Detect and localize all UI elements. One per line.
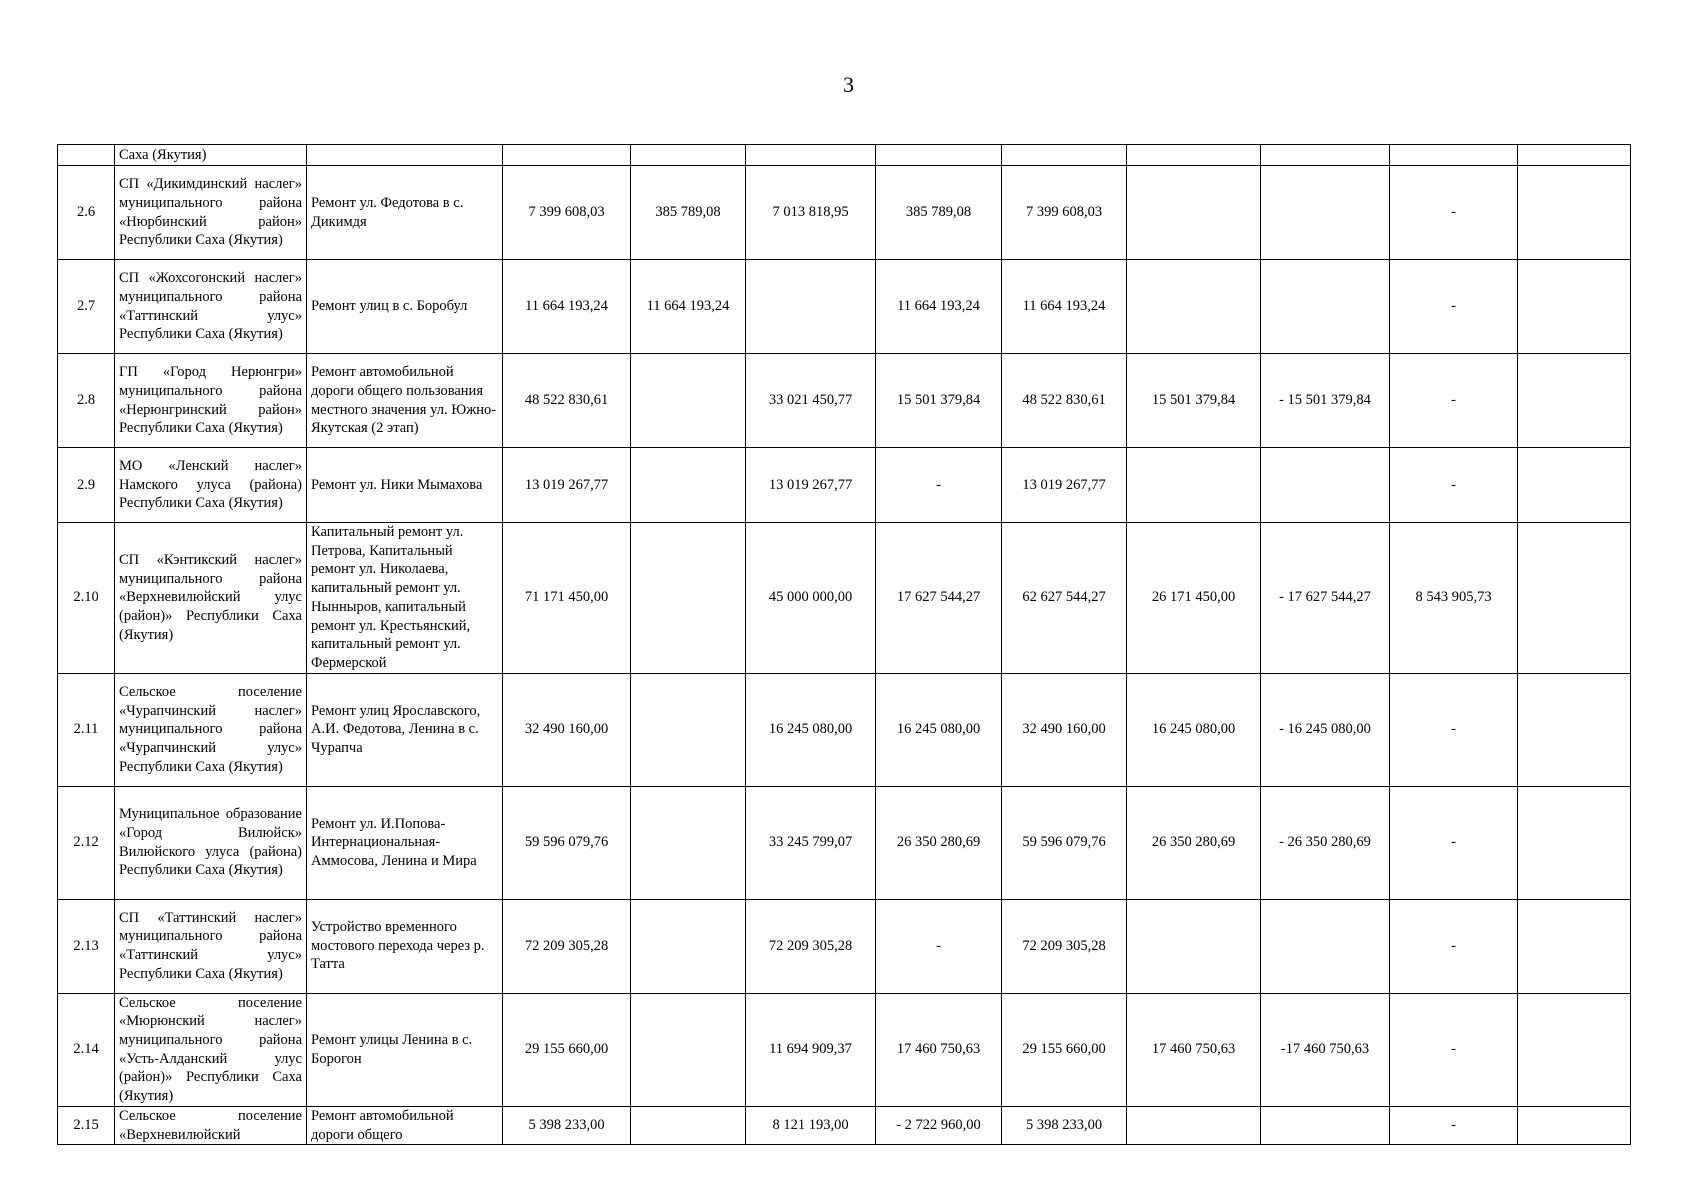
value-cell	[1518, 145, 1631, 166]
table-row	[58, 993, 1631, 1106]
value-cell: 13 019 267,77	[1002, 448, 1127, 523]
value-cell: - 15 501 379,84	[1261, 354, 1390, 448]
value-cell	[746, 260, 876, 354]
value-cell: 8 121 193,00	[746, 1106, 876, 1144]
value-cell: 15 501 379,84	[1127, 354, 1261, 448]
value-cell: 48 522 830,61	[1002, 354, 1127, 448]
value-cell: 7 399 608,03	[503, 166, 631, 260]
row-number-cell: 2.15	[58, 1106, 115, 1144]
works-cell: Ремонт ул. Федотова в с. Дикимдя	[307, 166, 503, 260]
page-number: 3	[843, 72, 854, 97]
value-cell	[1261, 448, 1390, 523]
row-number-cell: 2.8	[58, 354, 115, 448]
value-cell	[1261, 1106, 1390, 1144]
value-cell: -	[876, 448, 1002, 523]
table-row	[58, 166, 1631, 260]
value-cell: -	[1390, 673, 1518, 786]
row-number-cell: 2.6	[58, 166, 115, 260]
municipality-cell: СП «Дикимдинский наслег» муниципального района «Нюрбинский район» Республики Саха (Якутия)	[115, 166, 307, 260]
value-cell: 29 155 660,00	[503, 993, 631, 1106]
row-number-cell: 2.12	[58, 786, 115, 899]
works-cell: Ремонт улиц в с. Боробул	[307, 260, 503, 354]
table-row-continuation	[58, 145, 1631, 166]
value-cell: -17 460 750,63	[1261, 993, 1390, 1106]
value-cell: 385 789,08	[631, 166, 746, 260]
value-cell	[1261, 166, 1390, 260]
value-cell	[1127, 166, 1261, 260]
value-cell: 32 490 160,00	[1002, 673, 1127, 786]
value-cell: 32 490 160,00	[503, 673, 631, 786]
value-cell: 26 350 280,69	[876, 786, 1002, 899]
value-cell	[746, 145, 876, 166]
value-cell	[631, 523, 746, 674]
value-cell	[1518, 523, 1631, 674]
value-cell	[1518, 260, 1631, 354]
value-cell: 72 209 305,28	[503, 899, 631, 993]
value-cell	[1127, 145, 1261, 166]
value-cell	[1261, 899, 1390, 993]
value-cell: 26 171 450,00	[1127, 523, 1261, 674]
value-cell	[631, 673, 746, 786]
value-cell: 45 000 000,00	[746, 523, 876, 674]
value-cell: 16 245 080,00	[876, 673, 1002, 786]
value-cell: 26 350 280,69	[1127, 786, 1261, 899]
value-cell: 16 245 080,00	[1127, 673, 1261, 786]
budget-table	[57, 144, 1631, 1145]
value-cell	[631, 354, 746, 448]
value-cell	[631, 993, 746, 1106]
value-cell: 62 627 544,27	[1002, 523, 1127, 674]
value-cell	[1261, 145, 1390, 166]
value-cell	[1002, 145, 1127, 166]
value-cell	[1127, 260, 1261, 354]
value-cell: -	[876, 899, 1002, 993]
value-cell: 33 021 450,77	[746, 354, 876, 448]
value-cell: 11 694 909,37	[746, 993, 876, 1106]
row-number-cell: 2.11	[58, 673, 115, 786]
works-cell: Ремонт улицы Ленина в с. Борогон	[307, 993, 503, 1106]
value-cell	[1261, 260, 1390, 354]
value-cell: 7 013 818,95	[746, 166, 876, 260]
value-cell: 15 501 379,84	[876, 354, 1002, 448]
municipality-cell: Сельское поселение «Верхневилюйский	[115, 1106, 307, 1144]
value-cell	[1127, 899, 1261, 993]
value-cell: 17 460 750,63	[1127, 993, 1261, 1106]
row-number-cell	[58, 145, 115, 166]
value-cell: 11 664 193,24	[631, 260, 746, 354]
value-cell	[631, 786, 746, 899]
value-cell: 17 627 544,27	[876, 523, 1002, 674]
value-cell	[1127, 448, 1261, 523]
value-cell: -	[1390, 354, 1518, 448]
row-number-cell: 2.14	[58, 993, 115, 1106]
value-cell	[1518, 993, 1631, 1106]
value-cell: -	[1390, 166, 1518, 260]
value-cell: 29 155 660,00	[1002, 993, 1127, 1106]
row-number-cell: 2.13	[58, 899, 115, 993]
municipality-cell: Муниципальное образование «Город Вилюйск» Вилюйского улуса (района) Республики Саха (Якутия)	[115, 786, 307, 899]
value-cell	[1127, 1106, 1261, 1144]
value-cell: 59 596 079,76	[1002, 786, 1127, 899]
value-cell	[631, 448, 746, 523]
value-cell: - 26 350 280,69	[1261, 786, 1390, 899]
municipality-cell: МО «Ленский наслег» Намского улуса (района) Республики Саха (Якутия)	[115, 448, 307, 523]
value-cell: -	[1390, 260, 1518, 354]
table-row	[58, 260, 1631, 354]
row-number-cell: 2.9	[58, 448, 115, 523]
table-row	[58, 673, 1631, 786]
value-cell: 13 019 267,77	[746, 448, 876, 523]
value-cell	[1518, 448, 1631, 523]
value-cell	[1390, 145, 1518, 166]
table-row	[58, 899, 1631, 993]
value-cell: - 2 722 960,00	[876, 1106, 1002, 1144]
value-cell: 13 019 267,77	[503, 448, 631, 523]
municipality-cell: ГП «Город Нерюнгри» муниципального района «Нерюнгринский район» Республики Саха (Якутия)	[115, 354, 307, 448]
value-cell: 48 522 830,61	[503, 354, 631, 448]
table-row	[58, 1106, 1631, 1144]
municipality-cell: Сельское поселение «Мюрюнский наслег» муниципального района «Усть-Алданский улус (район)» Республики Саха (Якутия)	[115, 993, 307, 1106]
works-cell: Ремонт автомобильной дороги общего пользования местного значения ул. Южно-Якутская (2 этап)	[307, 354, 503, 448]
value-cell: -	[1390, 899, 1518, 993]
works-cell: Ремонт автомобильной дороги общего	[307, 1106, 503, 1144]
value-cell: 11 664 193,24	[876, 260, 1002, 354]
value-cell	[1518, 673, 1631, 786]
value-cell	[876, 145, 1002, 166]
value-cell: -	[1390, 993, 1518, 1106]
value-cell	[631, 1106, 746, 1144]
municipality-cell: СП «Таттинский наслег» муниципального района «Таттинский улус» Республики Саха (Якутия)	[115, 899, 307, 993]
value-cell: 33 245 799,07	[746, 786, 876, 899]
municipality-cell: СП «Жохсогонский наслег» муниципального района «Таттинский улус» Республики Саха (Якутия)	[115, 260, 307, 354]
works-cell: Ремонт улиц Ярославского, А.И. Федотова, Ленина в с. Чурапча	[307, 673, 503, 786]
value-cell: 11 664 193,24	[503, 260, 631, 354]
municipality-cell: Сельское поселение «Чурапчинский наслег» муниципального района «Чурапчинский улус» Республики Саха (Якутия)	[115, 673, 307, 786]
value-cell: 59 596 079,76	[503, 786, 631, 899]
value-cell	[1518, 166, 1631, 260]
value-cell: - 16 245 080,00	[1261, 673, 1390, 786]
value-cell: 8 543 905,73	[1390, 523, 1518, 674]
table-row	[58, 786, 1631, 899]
value-cell	[631, 145, 746, 166]
value-cell: 16 245 080,00	[746, 673, 876, 786]
value-cell: 5 398 233,00	[503, 1106, 631, 1144]
works-cell: Капитальный ремонт ул. Петрова, Капитальный ремонт ул. Николаева, капитальный ремонт ул. Нынныров, капитальный ремонт ул. Крестьянский, капитальный ремонт ул. Фермерской	[307, 523, 503, 674]
value-cell	[1518, 899, 1631, 993]
municipality-cell: СП «Кэнтикский наслег» муниципального района «Верхневилюйский улус (район)» Республики Саха (Якутия)	[115, 523, 307, 674]
value-cell: -	[1390, 786, 1518, 899]
row-number-cell: 2.7	[58, 260, 115, 354]
works-cell: Устройство временного мостового перехода через р. Татта	[307, 899, 503, 993]
value-cell	[1518, 354, 1631, 448]
value-cell: 72 209 305,28	[746, 899, 876, 993]
value-cell: 72 209 305,28	[1002, 899, 1127, 993]
works-cell	[307, 145, 503, 166]
table-row	[58, 448, 1631, 523]
row-number-cell: 2.10	[58, 523, 115, 674]
value-cell: - 17 627 544,27	[1261, 523, 1390, 674]
table-row	[58, 354, 1631, 448]
value-cell: -	[1390, 448, 1518, 523]
municipality-cell: Саха (Якутия)	[115, 145, 307, 166]
value-cell	[1518, 786, 1631, 899]
table-row	[58, 523, 1631, 674]
value-cell: 5 398 233,00	[1002, 1106, 1127, 1144]
value-cell: 11 664 193,24	[1002, 260, 1127, 354]
value-cell	[503, 145, 631, 166]
works-cell: Ремонт ул. И.Попова-Интернациональная-Аммосова, Ленина и Мира	[307, 786, 503, 899]
value-cell: 7 399 608,03	[1002, 166, 1127, 260]
works-cell: Ремонт ул. Ники Мымахова	[307, 448, 503, 523]
value-cell: 71 171 450,00	[503, 523, 631, 674]
value-cell	[1518, 1106, 1631, 1144]
value-cell: -	[1390, 1106, 1518, 1144]
value-cell	[631, 899, 746, 993]
value-cell: 17 460 750,63	[876, 993, 1002, 1106]
value-cell: 385 789,08	[876, 166, 1002, 260]
